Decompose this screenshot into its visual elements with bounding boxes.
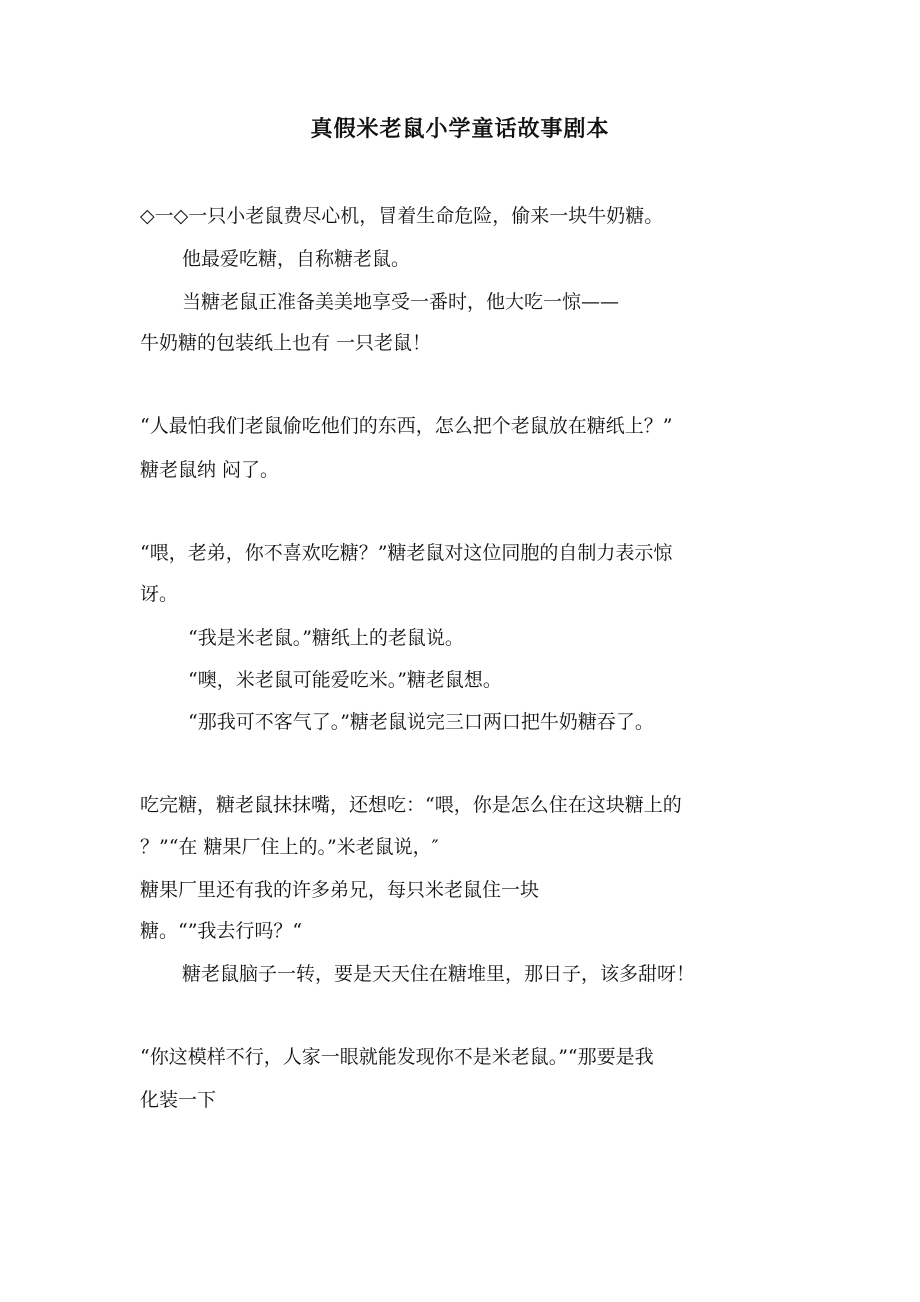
paragraph-line: 糖果厂里还有我的许多弟兄，每只米老鼠住一块	[140, 879, 540, 901]
paragraph-line: “我是米老鼠。”糖纸上的老鼠说。	[188, 627, 464, 649]
paragraph-line: 糖。“”我去行吗？“	[140, 920, 303, 942]
paragraph-line: “人最怕我们老鼠偷吃他们的东西，怎么把个老鼠放在糖纸上？”	[140, 415, 673, 437]
document-title: 真假米老鼠小学童话故事剧本	[310, 116, 610, 142]
paragraph-line: 讶。	[140, 583, 179, 605]
paragraph-line: “那我可不客气了。”糖老鼠说完三口两口把牛奶糖吞了。	[188, 711, 654, 733]
paragraph-line: ◇一◇一只小老鼠费尽心机，冒着生命危险，偷来一块牛奶糖。	[140, 205, 664, 227]
paragraph-line: 牛奶糖的包装纸上也有 一只老鼠！	[140, 332, 432, 354]
paragraph-line: 当糖老鼠正准备美美地享受一番时，他大吃一惊——	[182, 291, 620, 313]
paragraph-line: 糖老鼠纳 闷了。	[140, 459, 280, 481]
paragraph-line: 他最爱吃糖，自称糖老鼠。	[182, 248, 411, 270]
paragraph-line: “你这模样不行，人家一眼就能发现你不是米老鼠。”“那要是我	[140, 1046, 654, 1068]
paragraph-line: “噢，米老鼠可能爱吃米。”糖老鼠想。	[188, 669, 502, 691]
paragraph-line: 吃完糖，糖老鼠抹抹嘴，还想吃：“喂，你是怎么住在这块糖上的	[140, 794, 682, 816]
paragraph-line: ？”“在 糖果厂住上的。”米老鼠说，″	[140, 836, 439, 858]
paragraph-line: 化装一下	[140, 1089, 217, 1111]
paragraph-line: 糖老鼠脑子一转，要是天天住在糖堆里，那日子，该多甜呀！	[182, 963, 696, 985]
paragraph-line: “喂，老弟，你不喜欢吃糖？”糖老鼠对这位同胞的自制力表示惊	[140, 542, 673, 564]
